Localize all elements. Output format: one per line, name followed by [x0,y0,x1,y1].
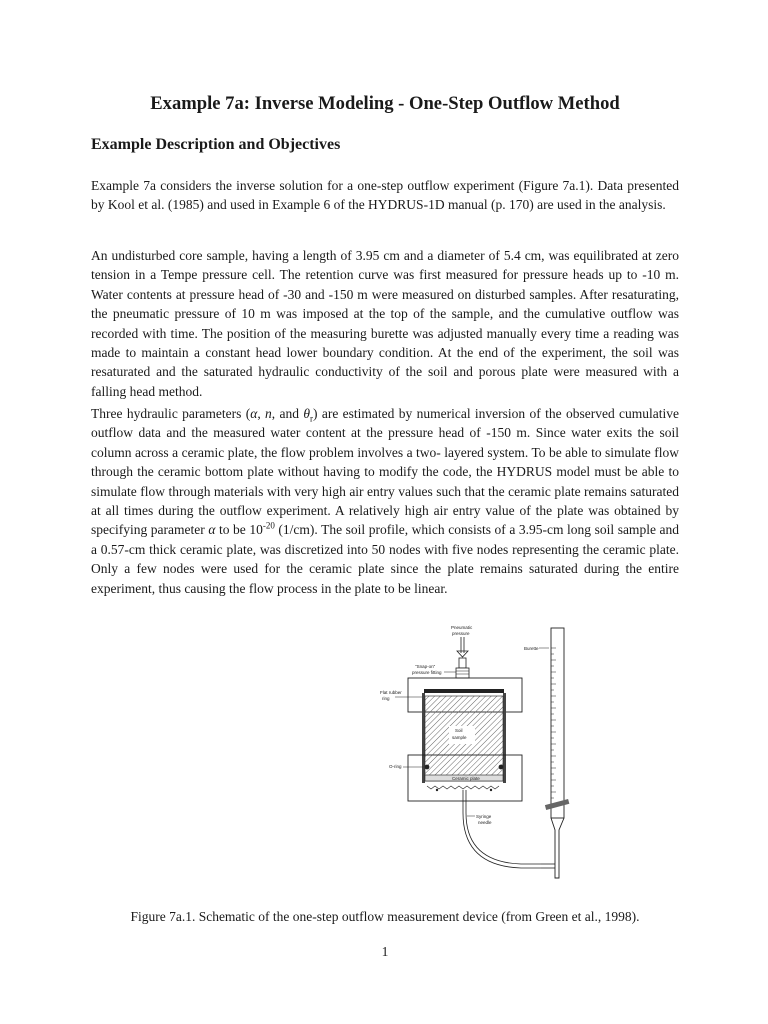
label-snap-on: "Snap-on" [415,664,436,669]
label-sample: sample [452,735,467,740]
label-syringe: Syringe [476,814,492,819]
page-title: Example 7a: Inverse Modeling - One-Step Outflow Method [150,93,620,114]
paragraph-core-sample: An undisturbed core sample, having a length of 3.95 cm and a diameter of 5.4 cm, was equilibrated at zero tension in a Tempe pressure cell. The retention curve was first measured for pressure heads up to -10 m. Water contents at pressure head of -30 and -150 m were measured on disturbed samples. After resaturating, the pneumatic pressure of 10 m was imposed at the top of the sample, and the cumulative outflow was recorded with time. The position of the measuring burette was adjusted manually every time a reading was made to maintain a constant head lower boundary condition. At the end of the experiment, the soil was resaturated and the saturated hydraulic conductivity of the soil and porous plate were measured with a falling head method. [91,248,679,399]
paragraph-parameters: Three hydraulic parameters (α, n, and $\theta_r$) are estimated by numerical inversion of the observed cumulative outflow data and the measured water content at the pressure head of -150 m. Since water exits the soil column across a ceramic plate, the flow problem involves a two- layered system. To be able to simulate flow through the ceramic bottom plate without having to modify the code, the HYDRUS model must be able to simulate flow through materials with very high air entry values such that the ceramic plate remains saturated at all times during the outflow experiment. A relatively high air entry value of the plate was obtained by specifying parameter α to be $10^{-20}$ (1/cm). The soil profile, which consists of a 3.95-cm long soil sample and a 0.57-cm thick ceramic plate, was discretized into 50 nodes with five nodes representing the ceramic plate. Only a few nodes were used for the ceramic plate since the plate remains saturated during the entire experiment, thus causing the flow process in the plate to be linear. [91,406,680,596]
n-symbol: n [265,406,272,421]
label-ring: ring [382,696,390,701]
label-pressure: pressure [452,631,470,636]
exponent: -20 [262,520,275,531]
section-heading: Example Description and Objectives [91,136,341,153]
alpha-symbol: α [208,522,216,538]
figure-caption: Figure 7a.1. Schematic of the one-step outflow measurement device (from Green et al., 1998). [130,909,640,924]
label-pneumatic: Pneumatic [451,625,473,630]
theta-symbol: θ [303,406,311,421]
outflow-device-figure [371,618,601,890]
label-needle: needle [478,820,492,825]
label-burette: Burette [524,646,539,651]
burette-scale [551,648,556,798]
label-ceramic-plate: Ceramic plate [452,776,480,781]
paragraph-intro: Example 7a considers the inverse solution for a one-step outflow experiment (Figure 7a.1). Data presented by Kool et al. (1985) and used in Example 6 of the HYDRUS-1D manual (p. 170) are used in the analysis. [91,178,679,213]
alpha-symbol: α [250,406,258,421]
label-soil: Soil [455,728,463,733]
label-flat-rubber: Flat rubber [380,690,402,695]
page-number: 1 [381,944,389,959]
label-o-ring: O-ring [389,764,402,769]
outflow-device-diagram [371,618,601,890]
label-pressure-fitting: pressure fitting [412,670,442,675]
